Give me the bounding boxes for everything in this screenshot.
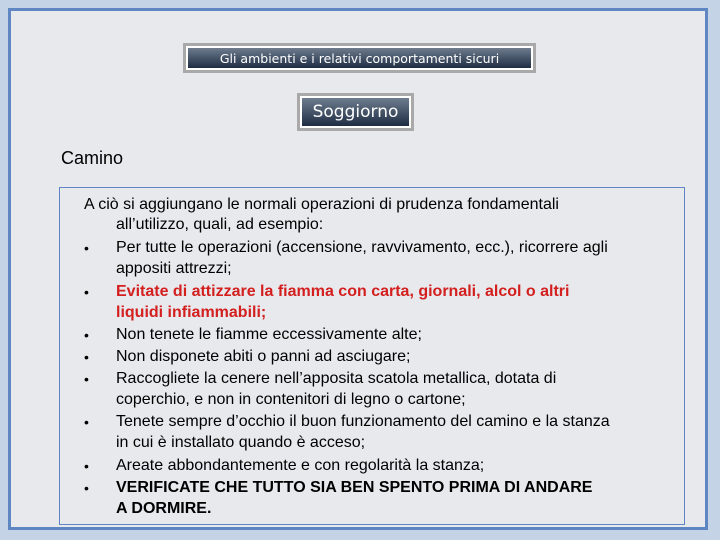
list-item-line: Areate abbondantemente e con regolarità la stanza; (116, 457, 485, 474)
section-title: Camino (61, 148, 124, 168)
list-item-line: in cui è installato quando è acceso; (116, 434, 366, 451)
warning-line: Evitate di attizzare la fiamma con carta, giornali, alcol o altri (116, 283, 570, 300)
list-item-line: Raccogliete la cenere nell’apposita scatola metallica, dotata di (116, 370, 557, 387)
bullet-icon: • (84, 284, 89, 300)
intro-line: all’utilizzo, quali, ad esempio: (116, 216, 324, 233)
bullet-icon: • (84, 349, 89, 365)
list-item-line: coperchio, e non in contenitori di legno o cartone; (116, 391, 466, 408)
list-item-line: appositi attrezzi; (116, 260, 232, 277)
list-item-line: Non tenete le fiamme eccessivamente alte; (116, 326, 422, 343)
list-item-line: Per tutte le operazioni (accensione, ravvivamento, ecc.), ricorrere agli (116, 239, 608, 256)
room-badge (297, 93, 414, 131)
bullet-icon: • (84, 240, 89, 256)
room-label: Soggiorno (302, 98, 409, 126)
bullet-icon: • (84, 371, 89, 387)
final-warning-line: A DORMIRE. (116, 500, 212, 517)
banner-text: Gli ambienti e i relativi comportamenti sicuri (188, 48, 531, 68)
bullet-icon: • (84, 327, 89, 343)
bullet-icon: • (84, 458, 89, 474)
intro-line: A ciò si aggiungano le normali operazioni di prudenza fondamentali (84, 196, 559, 213)
title-banner (183, 43, 536, 73)
warning-line: liquidi infiammabili; (116, 304, 267, 321)
bullet-icon: • (84, 414, 89, 430)
list-item-line: Tenete sempre d’occhio il buon funzionamento del camino e la stanza (116, 413, 610, 430)
bullet-icon: • (84, 480, 89, 496)
final-warning-line: VERIFICATE CHE TUTTO SIA BEN SPENTO PRIMA DI ANDARE (116, 479, 593, 496)
list-item-line: Non disponete abiti o panni ad asciugare; (116, 348, 411, 365)
